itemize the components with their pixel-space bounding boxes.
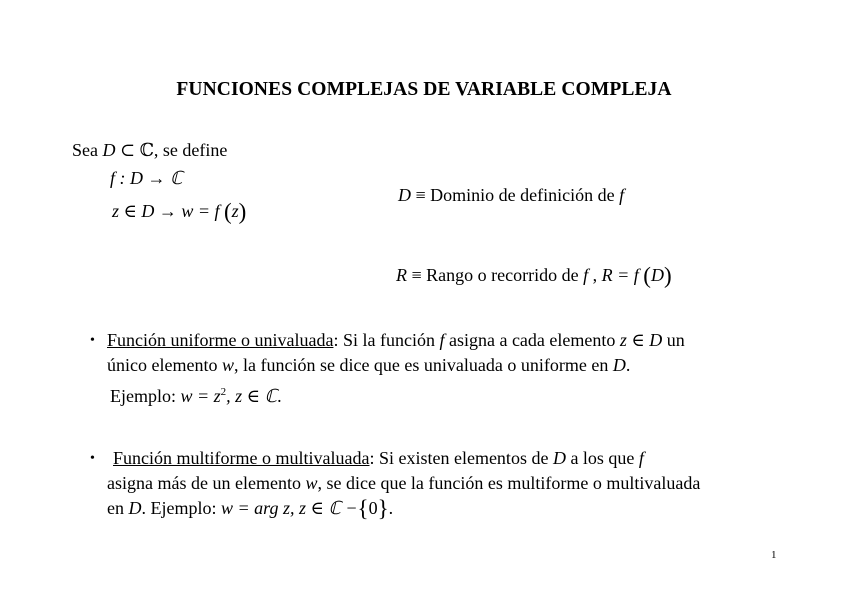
- multiforme-w: w: [305, 473, 318, 493]
- uniforme-ejemplo-exp: 2: [220, 386, 227, 398]
- mapping-expression: z ∈ D → w = f: [112, 201, 220, 221]
- multiforme-close-brace: }: [377, 496, 389, 521]
- rango-open-paren: (: [643, 263, 651, 288]
- multiforme-expression: w = arg z, z ∈ ℂ −: [221, 498, 358, 518]
- mapping-line-2: [112, 199, 246, 223]
- rango-close-paren: ): [663, 263, 672, 288]
- multiforme-line-3a: en: [107, 498, 129, 518]
- uniforme-D: D: [612, 355, 626, 375]
- multiforme-f: f: [638, 448, 644, 468]
- uniforme-ejemplo: [110, 384, 282, 408]
- uniforme-line-2: [107, 353, 630, 377]
- dominio-text: ≡ Dominio de definición de: [411, 185, 620, 205]
- intro-domain-symbol: D: [102, 140, 116, 160]
- uniforme-ejemplo-expr: w = z: [180, 386, 221, 406]
- uniforme-w: w: [221, 355, 234, 375]
- multiforme-zero: 0: [368, 498, 378, 518]
- multiforme-line-2b: , se dice que la función es multiforme o multivaluada: [317, 473, 701, 493]
- mapping-z: z: [231, 201, 239, 221]
- uniforme-f: f: [439, 330, 445, 350]
- multiforme-term: Función multiforme o multivaluada: [113, 448, 370, 468]
- multiforme-D2: D: [128, 498, 142, 518]
- multiforme-line-1: [113, 446, 644, 470]
- bullet-multiforme-marker: •: [90, 451, 95, 466]
- uniforme-text-3: un: [662, 330, 685, 350]
- page-number: 1: [771, 549, 777, 561]
- mapping-line-1: f : D → ℂ: [110, 168, 183, 188]
- mapping-open-paren: (: [223, 199, 232, 224]
- uniforme-text-1: : Si la función: [333, 330, 440, 350]
- uniforme-line-2c: .: [625, 355, 631, 375]
- uniforme-ejemplo-rest: , z ∈ ℂ: [226, 386, 278, 406]
- multiforme-line-3b: . Ejemplo:: [141, 498, 221, 518]
- multiforme-open-brace: {: [357, 496, 369, 521]
- rango-definition: [396, 263, 672, 287]
- intro-se-define: , se define: [153, 140, 228, 160]
- uniforme-z-in-D: z ∈ D: [619, 330, 663, 350]
- bullet-uniforme-marker: •: [90, 333, 95, 348]
- uniforme-ejemplo-end: .: [277, 386, 282, 406]
- multiforme-line-2a: asigna más de un elemento: [107, 473, 306, 493]
- multiforme-line-2: [107, 471, 700, 495]
- dominio-f: f: [619, 185, 625, 205]
- page-title: FUNCIONES COMPLEJAS DE VARIABLE COMPLEJA: [176, 79, 672, 100]
- dominio-symbol: D: [398, 185, 411, 205]
- rango-f: f: [583, 265, 589, 285]
- uniforme-ejemplo-label: Ejemplo:: [110, 386, 181, 406]
- uniforme-text-2: asigna a cada elemento: [444, 330, 620, 350]
- multiforme-text-2: a los que: [565, 448, 639, 468]
- dominio-definition: [398, 183, 624, 207]
- intro-sea: Sea: [72, 140, 98, 160]
- multiforme-line-3: [107, 496, 393, 520]
- rango-text: ≡ Rango o recorrido de: [407, 265, 584, 285]
- rango-D: D: [650, 265, 664, 285]
- rango-expression: R = f: [601, 265, 639, 285]
- uniforme-term: Función uniforme o univaluada: [107, 330, 334, 350]
- multiforme-D: D: [552, 448, 566, 468]
- multiforme-text-1: : Si existen elementos de: [369, 448, 553, 468]
- rango-symbol: R: [396, 265, 407, 285]
- rango-comma: ,: [588, 265, 602, 285]
- uniforme-line-2a: único elemento: [107, 355, 222, 375]
- uniforme-line-1: [107, 328, 685, 352]
- intro-line: [72, 138, 227, 162]
- uniforme-line-2b: , la función se dice que es univaluada o uniforme en: [233, 355, 613, 375]
- multiforme-end: .: [388, 498, 394, 518]
- intro-subset: ⊂ ℂ: [115, 140, 154, 160]
- mapping-close-paren: ): [238, 199, 247, 224]
